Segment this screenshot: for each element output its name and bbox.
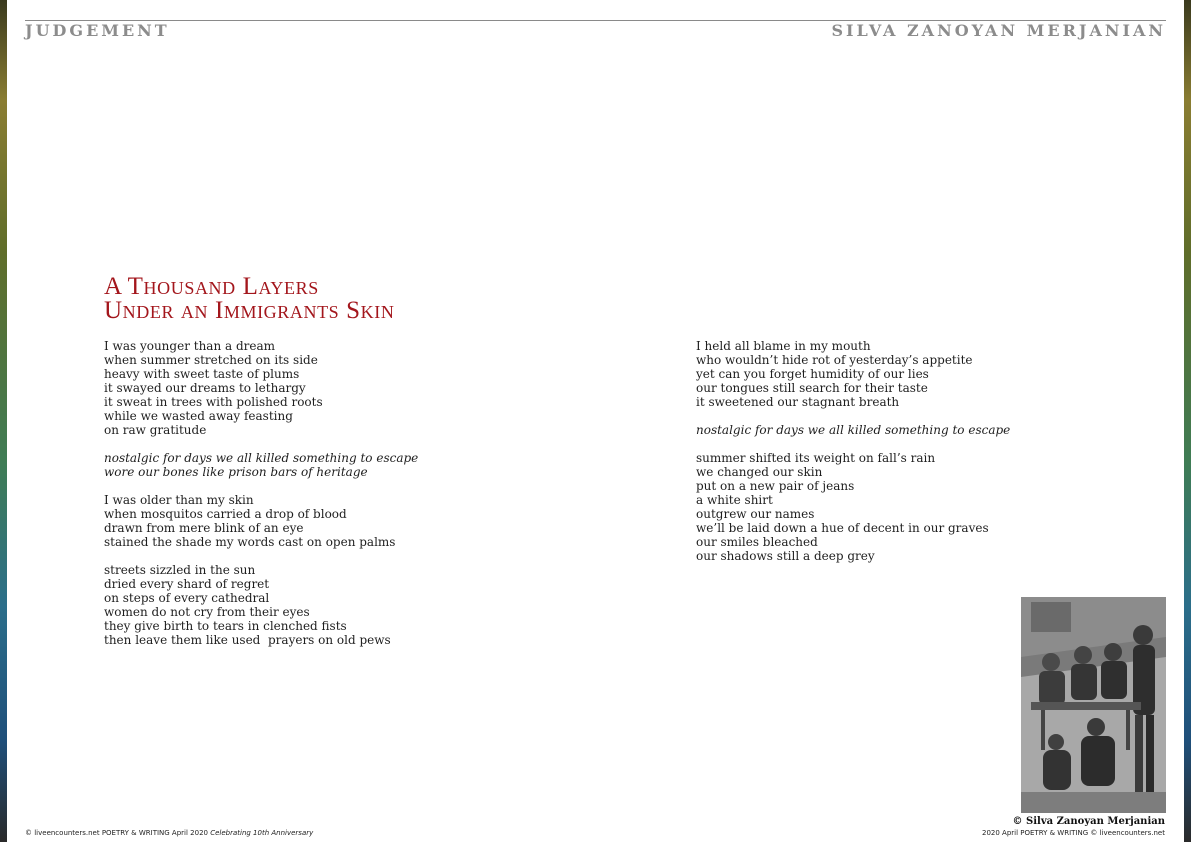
poem-line: when summer stretched on its side [104, 353, 318, 367]
poem-line: I held all blame in my mouth [696, 339, 871, 353]
poem-line: a white shirt [696, 493, 773, 507]
poem-line: summer shifted its weight on fall’s rain [696, 451, 936, 465]
footer-left [25, 829, 313, 837]
stanza-break [104, 549, 524, 563]
stanza-break [104, 479, 524, 493]
poem-line: on steps of every cathedral [104, 591, 270, 605]
poem-line: heavy with sweet taste of plums [104, 367, 300, 381]
footer-left-text: © liveencounters.net POETRY & WRITING April 2020 [25, 829, 211, 837]
poem-left-column [104, 339, 524, 647]
poem-line: our shadows still a deep grey [696, 549, 875, 563]
poem-title [104, 275, 394, 323]
section-title: JUDGEMENT [25, 21, 170, 40]
poem-line: who wouldn’t hide rot of yesterday’s appetite [696, 353, 973, 367]
image-credit: © Silva Zanoyan Merjanian [1012, 816, 1165, 827]
poem-line: when mosquitos carried a drop of blood [104, 507, 347, 521]
poem-line: we changed our skin [696, 465, 823, 479]
poem-line: it swayed our dreams to lethargy [104, 381, 306, 395]
poem-line: our smiles bleached [696, 535, 818, 549]
poem-title-line-2: Under an Immigrants Skin [104, 297, 395, 324]
artwork-illustration [1021, 597, 1166, 813]
footer-right: 2020 April POETRY & WRITING © liveencounters.net [982, 829, 1165, 837]
poem-title-line-1: A Thousand Layers [104, 273, 319, 300]
right-decorative-border [1184, 0, 1191, 842]
poem-line: women do not cry from their eyes [104, 605, 310, 619]
left-decorative-border [0, 0, 7, 842]
poem-line: drawn from mere blink of an eye [104, 521, 304, 535]
poem-right-column [696, 339, 1096, 563]
poem-line: on raw gratitude [104, 423, 207, 437]
poem-line: while we wasted away feasting [104, 409, 293, 423]
poem-line: streets sizzled in the sun [104, 563, 256, 577]
stanza-break [104, 437, 524, 451]
footer-left-italic: Celebrating 10th Anniversary [210, 829, 314, 837]
poem-line: nostalgic for days we all killed something to escape [696, 423, 1011, 437]
poem-line: they give birth to tears in clenched fists [104, 619, 347, 633]
artwork-image [1021, 597, 1166, 813]
poem-line: put on a new pair of jeans [696, 479, 855, 493]
poem-line: our tongues still search for their taste [696, 381, 928, 395]
poem-line: I was older than my skin [104, 493, 254, 507]
stanza-break [696, 437, 1096, 451]
poem-line: then leave them like used prayers on old pews [104, 633, 391, 647]
poem-line: it sweetened our stagnant breath [696, 395, 900, 409]
poem-line: yet can you forget humidity of our lies [696, 367, 929, 381]
poem-line: I was younger than a dream [104, 339, 276, 353]
poem-line: stained the shade my words cast on open palms [104, 535, 396, 549]
poem-line: we’ll be laid down a hue of decent in our graves [696, 521, 989, 535]
stanza-break [696, 409, 1096, 423]
poem-line: nostalgic for days we all killed something to escape [104, 451, 419, 465]
author-name: SILVA ZANOYAN MERJANIAN [831, 21, 1166, 40]
poem-line: wore our bones like prison bars of heritage [104, 465, 368, 479]
poem-line: it sweat in trees with polished roots [104, 395, 323, 409]
poem-line: outgrew our names [696, 507, 815, 521]
poem-line: dried every shard of regret [104, 577, 270, 591]
